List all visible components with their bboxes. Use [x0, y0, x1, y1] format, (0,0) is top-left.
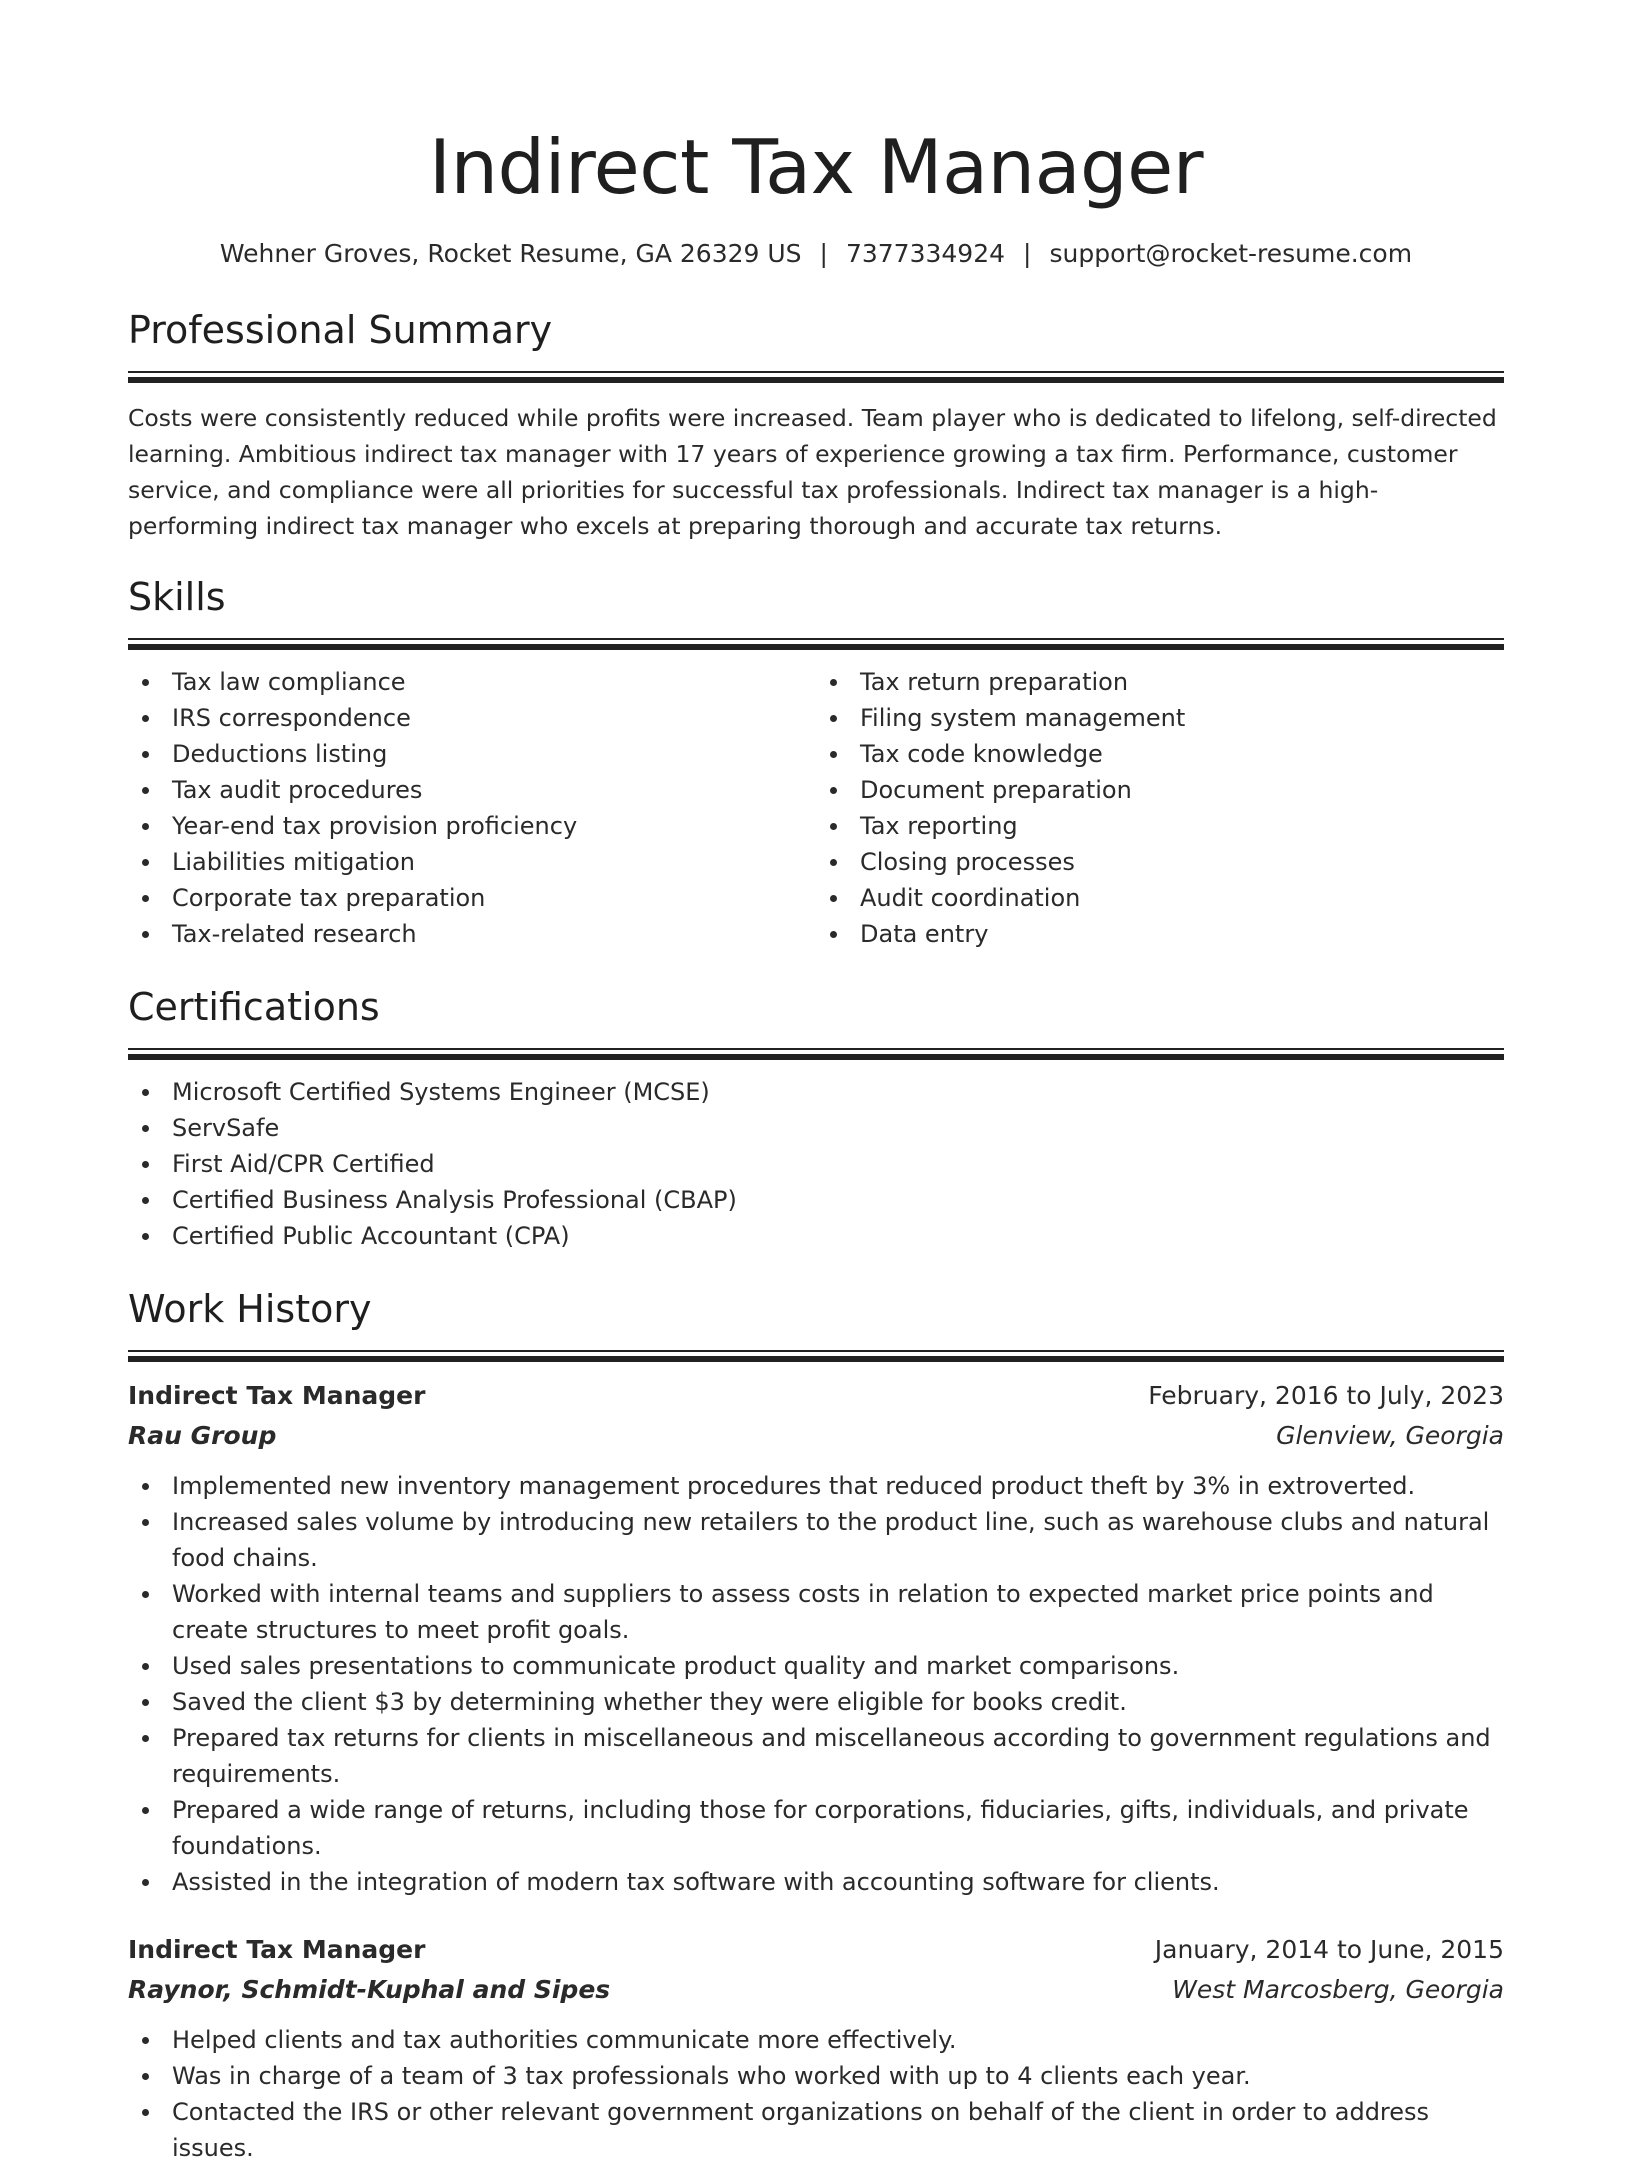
skill-item: Tax-related research	[128, 916, 816, 952]
job-dates: January, 2014 to June, 2015	[1154, 1935, 1504, 1964]
contact-separator: |	[1023, 239, 1032, 268]
certification-item: First Aid/CPR Certified	[128, 1146, 1504, 1182]
job-bullets	[128, 1468, 1504, 1900]
job-bullet: Increased sales volume by introducing new retailers to the product line, such as warehouse clubs and natural food chains.	[128, 1504, 1504, 1576]
skills-grid	[128, 650, 1504, 952]
summary-section	[128, 308, 1504, 544]
certification-item: ServSafe	[128, 1110, 1504, 1146]
section-divider	[128, 371, 1504, 383]
section-title-summary: Professional Summary	[128, 308, 553, 352]
skill-item: Tax return preparation	[816, 664, 1504, 700]
skill-item: Tax audit procedures	[128, 772, 816, 808]
skill-item: Liabilities mitigation	[128, 844, 816, 880]
resume-name: Indirect Tax Manager	[428, 123, 1204, 211]
certifications-section	[128, 985, 1504, 1254]
skill-item: Deductions listing	[128, 736, 816, 772]
section-divider	[128, 1350, 1504, 1362]
contact-phone: 7377334924	[845, 239, 1006, 268]
work-history-section	[128, 1287, 1504, 2166]
job-bullet: Worked with internal teams and suppliers to assess costs in relation to expected market price points and create structures to meet profit goals.	[128, 1576, 1504, 1648]
job-bullet: Was in charge of a team of 3 tax professionals who worked with up to 4 clients each year.	[128, 2058, 1504, 2094]
summary-text: Costs were consistently reduced while profits were increased. Team player who is dedicated to lifelong, self-directed learning. Ambitious indirect tax manager with 17 years of experience growing a tax firm. Performance, customer service, and compliance were all priorities for successful tax professionals. Indirect tax manager is a high-performing indirect tax manager who excels at preparing thorough and accurate tax returns.	[128, 404, 1497, 540]
certification-item: Certified Business Analysis Professional (CBAP)	[128, 1182, 1504, 1218]
section-divider	[128, 638, 1504, 650]
job-entry	[128, 1930, 1504, 2166]
job-bullet: Helped clients and tax authorities communicate more effectively.	[128, 2022, 1504, 2058]
job-title: Indirect Tax Manager	[128, 1381, 426, 1410]
skill-item: Filing system management	[816, 700, 1504, 736]
job-bullet: Saved the client $3 by determining whether they were eligible for books credit.	[128, 1684, 1504, 1720]
certification-item: Microsoft Certified Systems Engineer (MCSE)	[128, 1074, 1504, 1110]
job-bullet: Prepared a wide range of returns, including those for corporations, fiduciaries, gifts, individuals, and private foundations.	[128, 1792, 1504, 1864]
skill-item: Data entry	[816, 916, 1504, 952]
skill-item: Corporate tax preparation	[128, 880, 816, 916]
job-subheader	[128, 1416, 1504, 1456]
section-title-work-history: Work History	[128, 1287, 372, 1331]
skills-list-left	[128, 664, 816, 952]
job-bullet: Prepared tax returns for clients in miscellaneous and miscellaneous according to government regulations and requirements.	[128, 1720, 1504, 1792]
job-title: Indirect Tax Manager	[128, 1935, 426, 1964]
certification-item: Certified Public Accountant (CPA)	[128, 1218, 1504, 1254]
section-divider	[128, 1048, 1504, 1060]
skill-item: Audit coordination	[816, 880, 1504, 916]
skill-item: IRS correspondence	[128, 700, 816, 736]
skill-item: Closing processes	[816, 844, 1504, 880]
job-company: Rau Group	[128, 1421, 277, 1450]
section-title-certifications: Certifications	[128, 985, 380, 1029]
job-bullet: Used sales presentations to communicate product quality and market comparisons.	[128, 1648, 1504, 1684]
skills-section	[128, 575, 1504, 952]
job-subheader	[128, 1970, 1504, 2010]
job-location: West Marcosberg, Georgia	[1172, 1975, 1504, 2004]
skill-item: Tax code knowledge	[816, 736, 1504, 772]
skill-item: Tax reporting	[816, 808, 1504, 844]
section-title-skills: Skills	[128, 575, 226, 619]
job-location: Glenview, Georgia	[1276, 1421, 1504, 1450]
skill-item: Year-end tax provision proficiency	[128, 808, 816, 844]
job-header	[128, 1376, 1504, 1416]
job-company: Raynor, Schmidt-Kuphal and Sipes	[128, 1975, 611, 2004]
contact-line	[128, 239, 1504, 269]
skill-item: Tax law compliance	[128, 664, 816, 700]
job-entry	[128, 1376, 1504, 1900]
contact-address: Wehner Groves, Rocket Resume, GA 26329 US	[219, 239, 802, 268]
job-bullet: Implemented new inventory management procedures that reduced product theft by 3% in extroverted.	[128, 1468, 1504, 1504]
job-bullet: Assisted in the integration of modern tax software with accounting software for clients.	[128, 1864, 1504, 1900]
skill-item: Document preparation	[816, 772, 1504, 808]
contact-email: support@rocket-resume.com	[1049, 239, 1413, 268]
contact-separator: |	[819, 239, 828, 268]
job-bullets	[128, 2022, 1504, 2166]
skills-list-right	[816, 664, 1504, 952]
job-dates: February, 2016 to July, 2023	[1148, 1381, 1504, 1410]
job-header	[128, 1930, 1504, 1970]
job-bullet: Contacted the IRS or other relevant government organizations on behalf of the client in order to address issues.	[128, 2094, 1504, 2166]
certifications-list	[128, 1074, 1504, 1254]
